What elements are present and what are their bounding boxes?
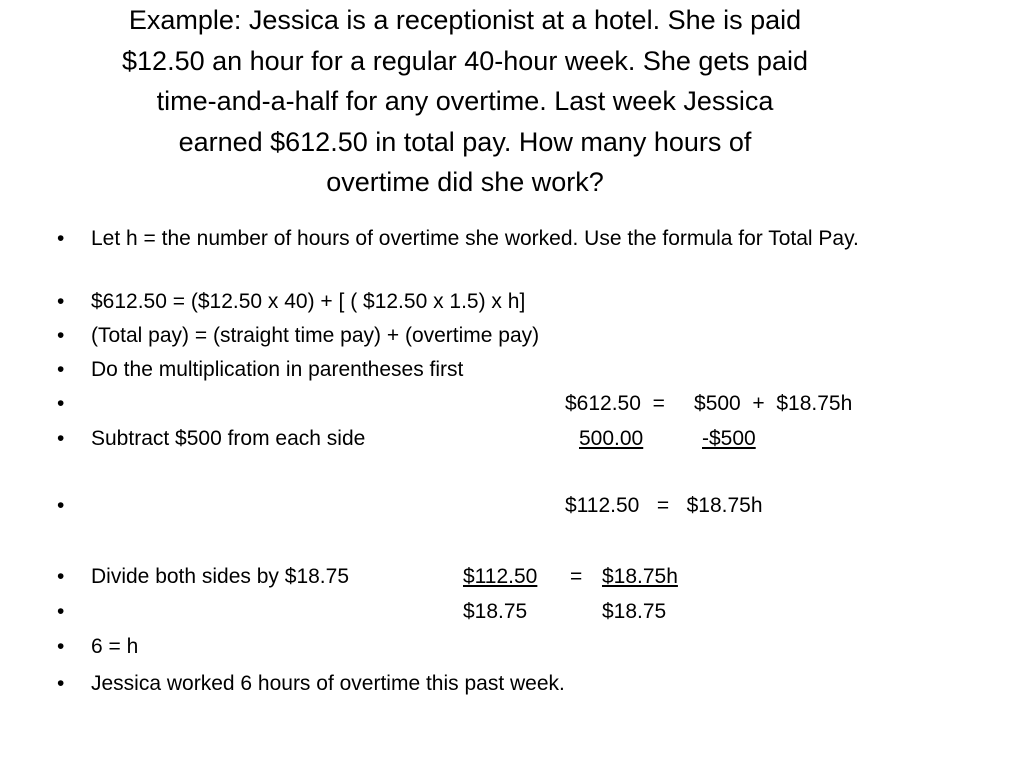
- subtract-right-value: -$500: [702, 427, 756, 450]
- step-formula: (Total pay) = (straight time pay) + (overtime pay): [91, 324, 540, 347]
- bullet-icon: •: [57, 635, 65, 658]
- bullet-icon: •: [57, 494, 65, 517]
- step-simplified-equation: $612.50 = $500 + $18.75h: [565, 392, 853, 415]
- divide-denominator-left: $18.75: [463, 600, 528, 623]
- step-multiply: Do the multiplication in parentheses first: [91, 358, 464, 381]
- title-line: earned $612.50 in total pay. How many hours of: [178, 126, 752, 157]
- bullet-icon: •: [57, 427, 65, 450]
- step-equation: $612.50 = ($12.50 x 40) + [ ( $12.50 x 1.5) x h]: [91, 290, 526, 313]
- step-reduced-equation: $112.50 = $18.75h: [565, 494, 763, 517]
- title-line: Example: Jessica is a receptionist at a hotel. She is paid: [128, 5, 802, 35]
- divide-equals-sign: =: [570, 565, 583, 588]
- bullet-icon: •: [57, 600, 65, 623]
- title-line: $12.50 an hour for a regular 40-hour week. She gets paid: [122, 45, 808, 76]
- step-conclusion: Jessica worked 6 hours of overtime this past week.: [91, 672, 565, 695]
- title-line: overtime did she work?: [326, 167, 604, 197]
- bullet-icon: •: [57, 565, 65, 588]
- bullet-icon: •: [57, 227, 65, 250]
- step-define-variable: Let h = the number of hours of overtime she worked. Use the formula for Total Pay.: [91, 227, 859, 250]
- bullet-icon: •: [57, 290, 65, 313]
- title-line: time-and-a-half for any overtime. Last week Jessica: [156, 86, 774, 116]
- divide-numerator-left: $112.50: [463, 565, 538, 588]
- divide-denominator-right: $18.75: [602, 600, 667, 623]
- step-divide-label: Divide both sides by $18.75: [91, 565, 349, 588]
- step-solution: 6 = h: [91, 635, 139, 658]
- step-subtract-label: Subtract $500 from each side: [91, 427, 366, 450]
- divide-numerator-right: $18.75h: [602, 565, 678, 588]
- subtract-left-value: 500.00: [579, 427, 644, 450]
- bullet-icon: •: [57, 324, 65, 347]
- bullet-icon: •: [57, 392, 65, 415]
- bullet-icon: •: [57, 672, 65, 695]
- bullet-icon: •: [57, 358, 65, 381]
